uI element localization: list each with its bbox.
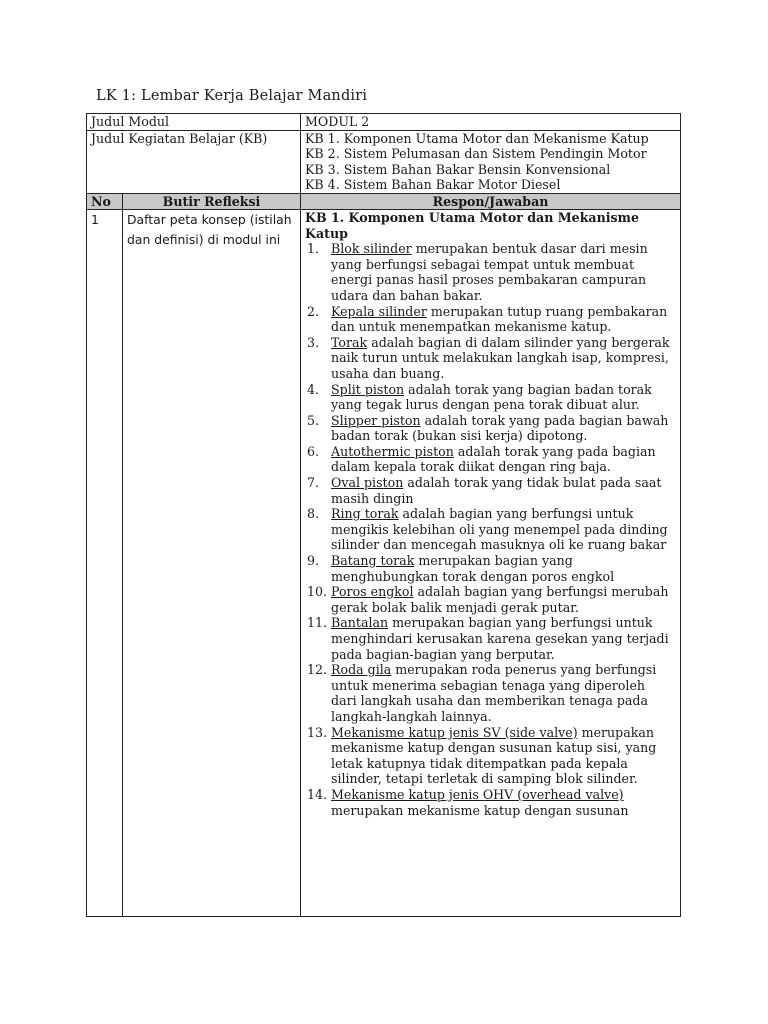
- response-kb-title: KB 1. Komponen Utama Motor dan Mekanisme Katup: [305, 209, 639, 241]
- header-item: Butir Refleksi: [123, 193, 301, 209]
- term-number: 12.: [307, 662, 328, 678]
- term-name: Mekanisme katup jenis SV (side valve): [331, 724, 578, 740]
- term-item: [305, 475, 674, 506]
- term-definition: adalah torak yang tidak bulat pada saat masih dingin: [331, 475, 662, 506]
- term-item: [305, 787, 674, 818]
- term-definition: adalah bagian yang berfungsi untuk mengikis kelebihan oli yang menempel pada dinding silinder dan mencegah masuknya oli ke ruang bakar: [331, 506, 668, 553]
- kb-item: KB 2. Sistem Pelumasan dan Sistem Pendingin Motor: [305, 146, 647, 162]
- term-number: 4.: [307, 381, 320, 397]
- term-item: [305, 662, 674, 724]
- term-definition: adalah torak yang pada bagian bawah badan torak (bukan sisi kerja) dipotong.: [331, 412, 669, 444]
- term-number: 9.: [307, 553, 320, 569]
- term-definition: adalah torak yang bagian badan torak yang tegak lurus dengan pena torak dibuat alur.: [331, 381, 652, 413]
- term-definition: merupakan roda penerus yang berfungsi untuk menerima sebagian tenaga yang diperoleh dari langkah usaha dan memberikan tenaga pada langkah-langkah lainnya.: [331, 662, 657, 724]
- term-item: [305, 413, 674, 444]
- term-name: Blok silinder: [331, 241, 412, 257]
- term-definition: adalah bagian di dalam silinder yang bergerak naik turun untuk melakukan langkah isap, kompresi, usaha dan buang.: [331, 334, 670, 381]
- term-name: Slipper piston: [331, 412, 421, 428]
- term-item: [305, 584, 674, 615]
- term-definition: merupakan tutup ruang pembakaran dan untuk menempatkan mekanisme katup.: [331, 303, 668, 335]
- module-value: MODUL 2: [301, 114, 681, 131]
- term-name: Torak: [331, 334, 368, 350]
- module-label: Judul Modul: [87, 114, 301, 131]
- table-header-row: [87, 193, 681, 209]
- term-number: 14.: [307, 786, 328, 802]
- kb-row: [87, 130, 681, 193]
- term-number: 13.: [307, 724, 328, 740]
- term-name: Bantalan: [331, 615, 389, 631]
- kb-item: KB 1. Komponen Utama Motor dan Mekanisme Katup: [305, 130, 649, 146]
- term-number: 7.: [307, 475, 320, 491]
- term-definition: merupakan mekanisme katup dengan susunan: [331, 802, 629, 818]
- kb-label: Judul Kegiatan Belajar (KB): [87, 130, 301, 193]
- term-number: 11.: [307, 615, 328, 631]
- page-title: LK 1: Lembar Kerja Belajar Mandiri: [96, 88, 368, 104]
- term-definition: merupakan mekanisme katup dengan susunan katup sisi, yang letak katupnya tidak ditempatkan pada kepala silinder, tetapi terletak di samping blok silinder.: [331, 724, 657, 787]
- table-row: [87, 209, 681, 916]
- term-name: Split piston: [331, 381, 405, 397]
- term-number: 5.: [307, 412, 320, 428]
- row-number: 1: [87, 209, 123, 916]
- header-no: No: [87, 193, 123, 209]
- term-item: [305, 553, 674, 584]
- term-definition: merupakan bagian yang menghubungkan torak dengan poros engkol: [331, 553, 615, 584]
- header-response: Respon/Jawaban: [301, 193, 681, 209]
- kb-list: [301, 130, 681, 193]
- term-item: [305, 725, 674, 787]
- term-name: Batang torak: [331, 553, 415, 569]
- term-item: [305, 444, 674, 475]
- term-item: [305, 615, 674, 662]
- term-name: Autothermic piston: [331, 443, 454, 459]
- term-name: Mekanisme katup jenis OHV (overhead valve): [331, 786, 624, 802]
- term-definition: adalah torak yang pada bagian dalam kepala torak diikat dengan ring baja.: [331, 443, 656, 475]
- term-number: 8.: [307, 506, 320, 522]
- worksheet-table: [86, 113, 681, 917]
- term-number: 3.: [307, 334, 320, 350]
- term-item: [305, 304, 674, 335]
- term-definition: adalah bagian yang berfungsi merubah gerak bolak balik menjadi gerak putar.: [331, 584, 669, 615]
- term-number: 10.: [307, 584, 328, 600]
- term-item: [305, 241, 674, 303]
- term-name: Poros engkol: [331, 584, 414, 600]
- term-name: Oval piston: [331, 475, 404, 491]
- term-name: Roda gila: [331, 662, 392, 678]
- term-list: [305, 241, 674, 818]
- term-definition: merupakan bagian yang berfungsi untuk menghindari kerusakan karena gesekan yang terjadi pada bagian-bagian yang berputar.: [331, 615, 669, 662]
- response-cell: [301, 209, 681, 916]
- reflection-item: Daftar peta konsep (istilah dan definisi) di modul ini: [123, 209, 301, 916]
- term-number: 2.: [307, 303, 320, 319]
- term-definition: merupakan bentuk dasar dari mesin yang berfungsi sebagai tempat untuk membuat energi panas hasil proses pembakaran campuran udara dan bahan bakar.: [331, 241, 648, 303]
- kb-item: KB 3. Sistem Bahan Bakar Bensin Konvensional: [305, 161, 611, 177]
- term-item: [305, 335, 674, 382]
- kb-item: KB 4. Sistem Bahan Bakar Motor Diesel: [305, 177, 561, 193]
- term-number: 6.: [307, 443, 320, 459]
- term-name: Kepala silinder: [331, 303, 427, 319]
- term-number: 1.: [307, 241, 320, 257]
- term-name: Ring torak: [331, 506, 399, 522]
- module-row: [87, 114, 681, 131]
- term-item: [305, 382, 674, 413]
- term-item: [305, 506, 674, 553]
